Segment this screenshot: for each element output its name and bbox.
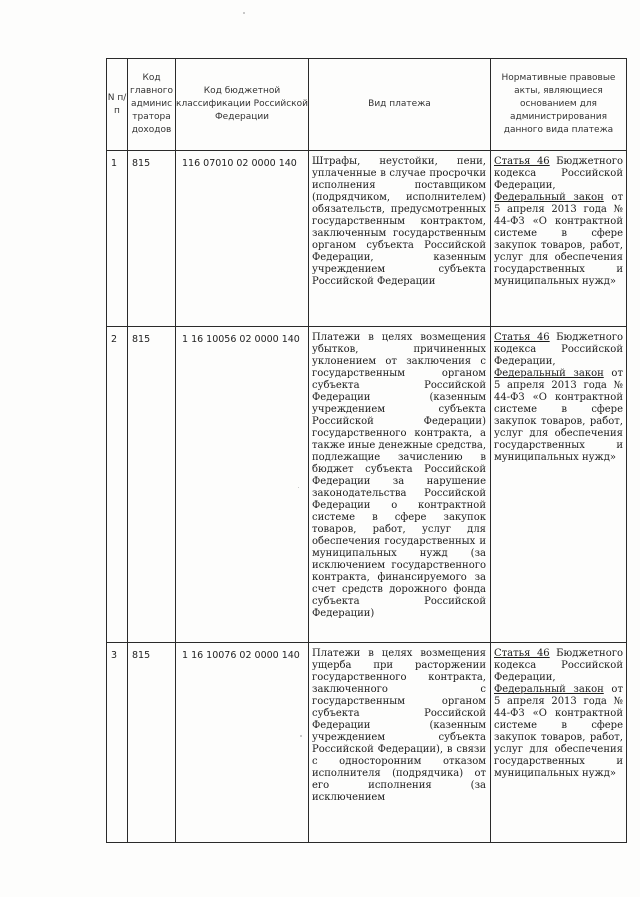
federal-law-link[interactable]: Федеральный закон [494,684,604,695]
header-kbk: Код бюджетной классификации Российской Федерации [176,59,309,151]
budget-code-article-link[interactable]: Статья 46 [494,156,550,167]
row-number: 1 [107,151,128,327]
federal-law-text: от 5 апреля 2013 года № 44-ФЗ «О контрактной системе в сфере закупок товаров, работ, услуг для обеспечения государственных и муниципальных нужд» [494,192,623,287]
federal-law-link[interactable]: Федеральный закон [494,368,604,379]
federal-law-link[interactable]: Федеральный закон [494,192,604,203]
header-admin-code: Код главного админис тратора доходов [128,59,176,151]
budget-code-article-link[interactable]: Статья 46 [494,332,550,343]
scan-speck [243,12,245,14]
budget-code-article-link[interactable]: Статья 46 [494,648,550,659]
federal-law-text: от 5 апреля 2013 года № 44-ФЗ «О контрактной системе в сфере закупок товаров, работ, услуг для обеспечения государственных и муниципальных нужд» [494,368,623,463]
payment-type: Платежи в целях возмещения ущерба при расторжении государственного контракта, заключенного с государственным органом субъекта Российской Федерации (казенным учреждением субъекта Российской Федерации), в связи с односторонним отказом исполнителя (подрядчика) от его исполнения (за исключением [309,643,491,843]
kbk-code: 116 07010 02 0000 140 [176,151,309,327]
admin-code: 815 [128,643,176,843]
header-legal-acts: Нормативные правовые акты, являющиеся основанием для администрирования данного вида платежа [491,59,627,151]
header-number: N п/п [107,59,128,151]
table-row [107,643,627,843]
kbk-code: 1 16 10056 02 0000 140 [176,327,309,643]
legal-acts [491,151,627,327]
payment-type: Платежи в целях возмещения убытков, причиненных уклонением от заключения с государственным органом субъекта Российской Федерации (казенным учреждением субъекта Российской Федерации) государственного контракта, а также иные денежные средства, подлежащие зачислению в бюджет субъекта Российской Федерации за нарушение законодательства Российской Федерации о контрактной системе в сфере закупок товаров, работ, услуг для обеспечения государственных и муниципальных нужд (за исключением государственного контракта, финансируемого за счет средств дорожного фонда субъекта Российской Федерации) [309,327,491,643]
row-number: 3 [107,643,128,843]
legal-acts [491,327,627,643]
payment-type: Штрафы, неустойки, пени, уплаченные в случае просрочки исполнения поставщиком (подрядчиком, исполнителем) обязательств, предусмотренных государственным контрактом, заключенным государственным органом субъекта Российской Федерации, казенным учреждением субъекта Российской Федерации [309,151,491,327]
federal-law-text: от 5 апреля 2013 года № 44-ФЗ «О контрактной системе в сфере закупок товаров, работ, услуг для обеспечения государственных и муниципальных нужд» [494,684,623,779]
budget-revenue-table [106,58,627,843]
table-header-row [107,59,627,151]
row-number: 2 [107,327,128,643]
admin-code: 815 [128,151,176,327]
table-row [107,151,627,327]
budget-code-text: Бюджетного кодекса Российской Федерации, [494,648,623,683]
header-payment-type: Вид платежа [309,59,491,151]
budget-code-text: Бюджетного кодекса Российской Федерации, [494,156,623,191]
budget-code-text: Бюджетного кодекса Российской Федерации, [494,332,623,367]
table-row [107,327,627,643]
kbk-code: 1 16 10076 02 0000 140 [176,643,309,843]
admin-code: 815 [128,327,176,643]
legal-acts [491,643,627,843]
